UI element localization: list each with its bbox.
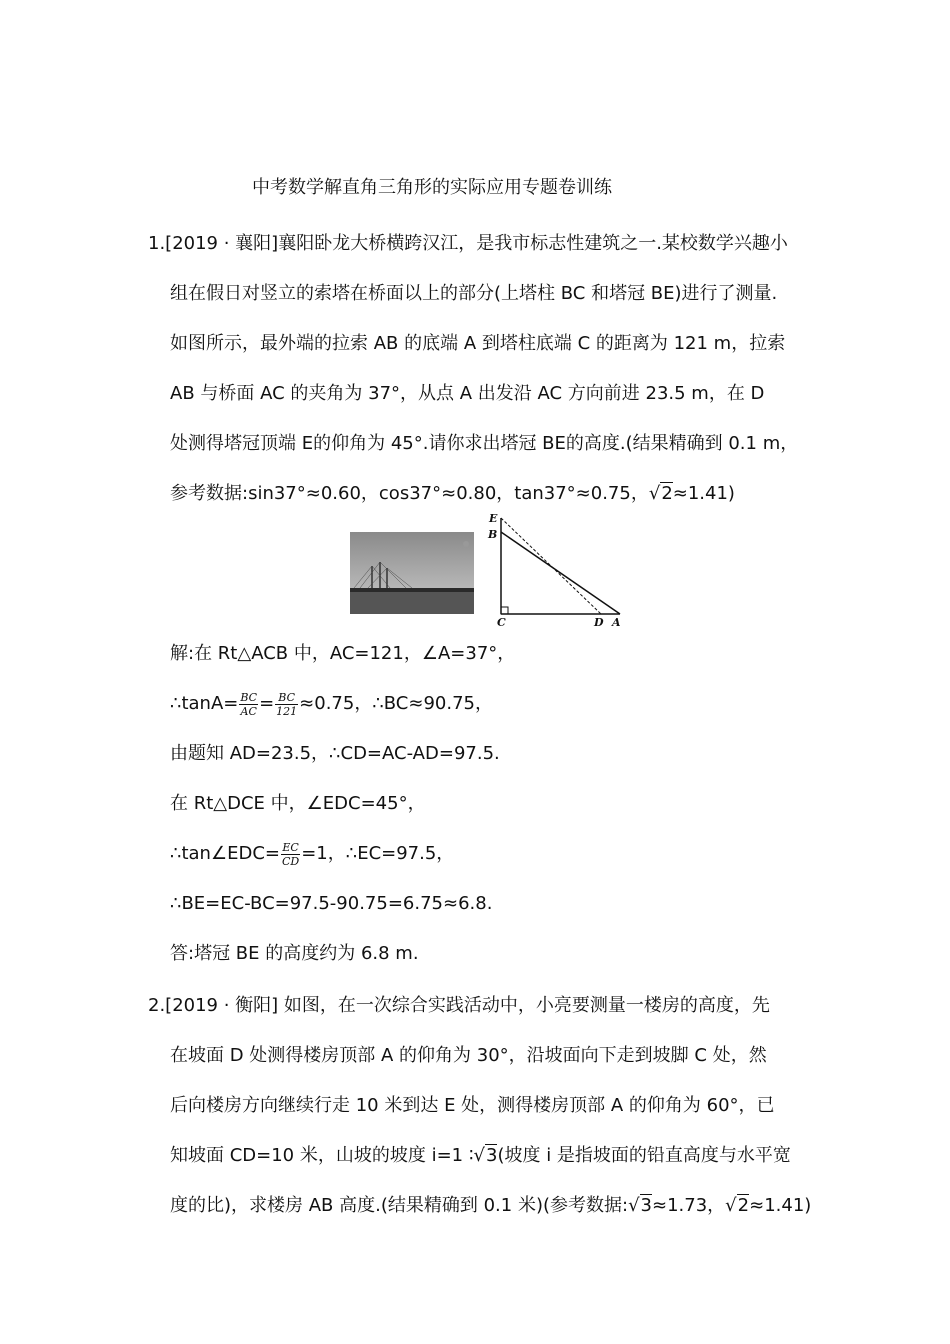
sqrt-symbol: √3 [473, 1145, 498, 1166]
sol1-ec-result: =1，∴EC=97.5， [301, 843, 455, 864]
q1-line-6 [170, 482, 735, 506]
q2-line-2: 在坡面 D 处测得楼房顶部 A 的仰角为 30°，沿坡面向下走到坡脚 C 处，然 [170, 1045, 767, 1066]
sqrt-radicand: 3 [640, 1195, 652, 1216]
right-angle-mark [501, 607, 508, 614]
bridge-photo [350, 532, 474, 614]
sol1-tan-edc: ∴tan∠EDC= [170, 843, 280, 864]
sol1-line-4: 在 Rt△DCE 中，∠EDC=45°， [170, 793, 426, 814]
q1-line-5: 处测得塔冠顶端 E的仰角为 45°.请你求出塔冠 BE的高度.(结果精确到 0.1 m， [170, 433, 799, 454]
label-c: C [497, 616, 506, 629]
label-e: E [489, 512, 498, 525]
frac-den: 121 [276, 704, 298, 718]
sol1-tan-a: ∴tanA= [170, 693, 239, 714]
q2-slope-text: 知坡面 CD=10 米，山坡的坡度 i=1 ∶ [170, 1145, 474, 1166]
sqrt-radicand: 2 [737, 1195, 750, 1216]
q2-ref-tail: ≈1.41) [749, 1195, 812, 1216]
equals-sign: = [259, 693, 275, 714]
sqrt-radicand: 3 [486, 1145, 498, 1166]
sol1-line-1: 解:在 Rt△ACB 中，AC=121，∠A=37°， [170, 643, 516, 664]
cable-ab [501, 532, 620, 614]
q2-ref-text: 度的比)，求楼房 AB 高度.(结果精确到 0.1 米)(参考数据: [170, 1195, 629, 1216]
sqrt-symbol: √2 [648, 483, 673, 504]
sol1-line-3: 由题知 AD=23.5，∴CD=AC-AD=97.5. [170, 743, 500, 764]
fraction-bc-121 [275, 691, 298, 718]
sol1-answer: 答:塔冠 BE 的高度约为 6.8 m. [170, 943, 419, 964]
frac-num: BC [275, 691, 298, 705]
sol1-bc-result: ≈0.75，∴BC≈90.75， [299, 693, 493, 714]
sol1-line-5 [170, 840, 454, 868]
sqrt-symbol: √3 [628, 1195, 652, 1216]
q2-ref-mid: ≈1.73， [652, 1195, 726, 1216]
frac-num: BC [240, 690, 258, 704]
triangle-diagram [484, 510, 630, 632]
q1-line-1: 1.[2019 · 襄阳]襄阳卧龙大桥横跨汉江，是我市标志性建筑之一.某校数学兴趣小 [148, 233, 788, 254]
sqrt-radicand: 2 [661, 483, 673, 504]
sol1-line-6: ∴BE=EC-BC=97.5-90.75=6.75≈6.8. [170, 893, 493, 914]
q2-slope-desc: (坡度 i 是指坡面的铅直高度与水平宽 [497, 1145, 791, 1166]
label-a: A [612, 616, 621, 629]
frac-num: EC [282, 840, 299, 854]
fraction-bc-ac [239, 691, 258, 718]
sqrt-symbol: √2 [725, 1195, 750, 1216]
q1-ref-text: 参考数据:sin37°≈0.60，cos37°≈0.80，tan37°≈0.75， [170, 483, 649, 504]
page-title: 中考数学解直角三角形的实际应用专题卷训练 [252, 177, 612, 198]
fraction-ec-cd [281, 841, 300, 868]
q1-line-2: 组在假日对竖立的索塔在桥面以上的部分(上塔柱 BC 和塔冠 BE)进行了测量. [170, 283, 778, 304]
label-b: B [488, 528, 498, 541]
q1-line-3: 如图所示，最外端的拉索 AB 的底端 A 到塔柱底端 C 的距离为 121 m，拉索 [170, 333, 786, 354]
sol1-line-2 [170, 690, 493, 718]
frac-den: AC [240, 704, 257, 718]
q2-line-5 [170, 1194, 811, 1218]
q1-line-4: AB 与桥面 AC 的夹角为 37°，从点 A 出发沿 AC 方向前进 23.5 m，在 D [170, 383, 765, 404]
label-d: D [594, 616, 604, 629]
q2-line-3: 后向楼房方向继续行走 10 米到达 E 处，测得楼房顶部 A 的仰角为 60°，已 [170, 1095, 775, 1116]
q2-line-4 [170, 1144, 791, 1168]
frac-den: CD [281, 854, 300, 868]
q1-ref-tail: ≈1.41) [672, 483, 735, 504]
q2-line-1: 2.[2019 · 衡阳] 如图，在一次综合实践活动中，小亮要测量一楼房的高度，先 [148, 995, 770, 1016]
